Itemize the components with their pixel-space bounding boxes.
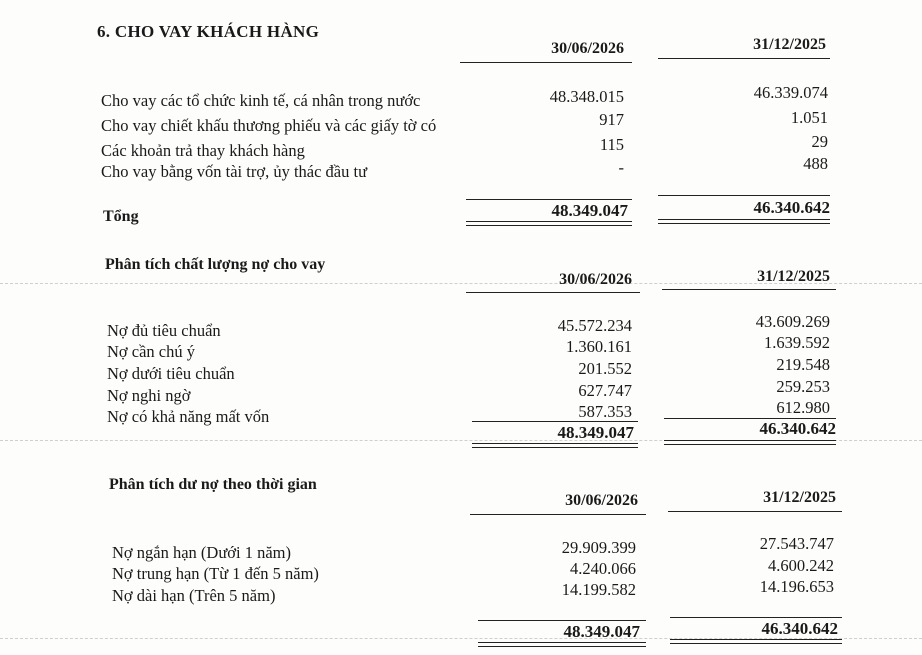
- table-cell-previous: 43.609.269: [755, 312, 830, 331]
- total-rule: [466, 199, 632, 200]
- column-header-previous: 31/12/2025: [757, 268, 830, 285]
- table-cell-previous: 488: [803, 154, 828, 173]
- total-double-underline: [670, 639, 842, 644]
- table-row-label: Nợ trung hạn (Từ 1 đến 5 năm): [112, 564, 319, 583]
- table-cell-current: -: [618, 158, 624, 177]
- header-underline: [466, 292, 640, 293]
- table-row-label: Nợ cần chú ý: [107, 342, 195, 361]
- total-current: 48.349.047: [551, 201, 628, 220]
- header-underline: [658, 58, 830, 59]
- total-double-underline: [658, 219, 830, 224]
- total-rule: [658, 195, 830, 196]
- table-row-label: Cho vay chiết khấu thương phiếu và các giấy tờ có: [101, 116, 437, 135]
- table-cell-current: 201.552: [578, 359, 632, 378]
- table-cell-current: 45.572.234: [557, 316, 632, 335]
- total-previous: 46.340.642: [759, 419, 836, 438]
- total-rule: [670, 617, 842, 618]
- term-title: Phân tích dư nợ theo thời gian: [109, 476, 317, 493]
- header-underline: [460, 62, 632, 63]
- total-current: 48.349.047: [557, 423, 634, 442]
- table-cell-current: 115: [599, 135, 624, 154]
- table-cell-previous: 259.253: [776, 377, 830, 396]
- table-cell-previous: 4.600.242: [768, 556, 834, 575]
- table-row-label: Nợ dài hạn (Trên 5 năm): [112, 586, 276, 605]
- table-cell-previous: 612.980: [776, 398, 830, 417]
- column-header-previous: 31/12/2025: [753, 36, 826, 53]
- table-row-label: Cho vay bằng vốn tài trợ, ủy thác đầu tư: [101, 162, 368, 181]
- table-row-label: Nợ ngắn hạn (Dưới 1 năm): [112, 543, 291, 562]
- table-cell-current: 48.348.015: [549, 87, 624, 106]
- total-previous: 46.340.642: [753, 198, 830, 217]
- table-cell-current: 627.747: [578, 381, 632, 400]
- total-double-underline: [664, 440, 836, 445]
- total-rule: [478, 620, 646, 621]
- table-cell-current: 917: [599, 110, 624, 129]
- section-title: 6. CHO VAY KHÁCH HÀNG: [97, 22, 320, 41]
- column-header-previous: 31/12/2025: [763, 489, 836, 506]
- table-cell-current: 587.353: [578, 402, 632, 421]
- total-previous: 46.340.642: [761, 619, 838, 638]
- total-double-underline: [478, 642, 646, 647]
- table-cell-current: 4.240.066: [570, 559, 636, 578]
- table-cell-current: 29.909.399: [561, 538, 636, 557]
- header-underline: [662, 289, 836, 290]
- table-cell-current: 1.360.161: [566, 337, 632, 356]
- table-cell-previous: 29: [811, 132, 828, 151]
- total-double-underline: [466, 221, 632, 226]
- quality-title: Phân tích chất lượng nợ cho vay: [105, 256, 326, 273]
- header-underline: [668, 511, 842, 512]
- table-cell-previous: 1.639.592: [764, 333, 830, 352]
- table-row-label: Nợ nghi ngờ: [107, 386, 191, 405]
- total-rule: [472, 421, 638, 422]
- table-cell-previous: 14.196.653: [759, 577, 834, 596]
- table-row-label: Nợ dưới tiêu chuẩn: [107, 364, 235, 383]
- table-row-label: Cho vay các tổ chức kinh tế, cá nhân trong nước: [101, 91, 421, 110]
- table-cell-previous: 219.548: [776, 355, 830, 374]
- column-header-current: 30/06/2026: [565, 492, 638, 509]
- table-cell-current: 14.199.582: [561, 580, 636, 599]
- table-row-label: Nợ có khả năng mất vốn: [107, 407, 270, 426]
- table-cell-previous: 27.543.747: [759, 534, 834, 553]
- table-cell-previous: 1.051: [790, 108, 828, 127]
- column-header-current: 30/06/2026: [551, 40, 624, 57]
- table-row-label: Nợ đủ tiêu chuẩn: [107, 321, 221, 340]
- table-cell-previous: 46.339.074: [753, 83, 828, 102]
- total-label: Tổng: [103, 208, 139, 225]
- header-underline: [470, 514, 646, 515]
- table-row-label: Các khoản trả thay khách hàng: [101, 141, 305, 160]
- total-current: 48.349.047: [563, 622, 640, 641]
- total-double-underline: [472, 443, 638, 448]
- column-header-current: 30/06/2026: [559, 271, 632, 288]
